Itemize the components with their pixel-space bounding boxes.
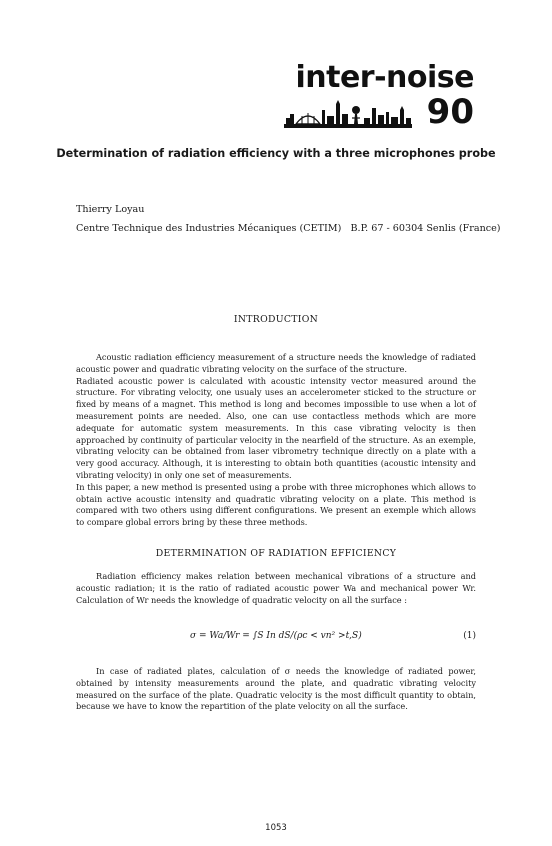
equation-formula: σ = Wa/Wr = ∫S In dS/(ρc < vn² >t,S) (190, 631, 362, 641)
introduction-body (76, 352, 476, 529)
inter-noise-90-logo (284, 62, 474, 132)
equation-1 (76, 631, 476, 645)
logo-wordmark: inter-noise (295, 60, 474, 95)
city-skyline-graphic (284, 98, 412, 128)
page-number: 1053 (265, 823, 287, 833)
paragraph: Radiated acoustic power is calculated with acoustic intensity vector measured around the structure. For vibrating velocity, one usualy uses an accelerometer sticked to the structure or fixed by means of a magnet. This method is long and becomes impossible to use when a lot of measurement points are needed. Also, one can use contactless methods which are more adequate for automatic system measurements. In this case vibrating velocity is then approached by continuity of particular velocity in the nearfield of the structure. As an exemple, vibrating velocity can be obtained from laser vibrometry technique directly on a plate with a very good accuracy. Although, it is interesting to obtain both quantities (acoustic intensity and vibrating velocity) in only one set of measurements. (76, 375, 476, 480)
paragraph: In this paper, a new method is presented using a probe with three microphones which allows to obtain active acoustic intensity and quadratic vibrating velocity on a plate. This method is compared with two others using different configurations. We present an exemple which allows to compare global errors bring by these three methods. (76, 481, 476, 528)
paragraph: In case of radiated plates, calculation of σ needs the knowledge of radiated power, obtained by intensity measurements around the plate, and quadratic vibrating velocity measured on the surface of the plate. Quadratic velocity is the most difficult quantity to obtain, because we have to know the repartition of the plate velocity on all the surface. (76, 666, 476, 712)
paragraph: Acoustic radiation efficiency measurement of a structure needs the knowledge of radiated acoustic power and quadratic vibrating velocity on the surface of the structure. (76, 352, 476, 374)
logo-year: 90 (426, 92, 474, 132)
radiation-efficiency-paragraph (76, 571, 476, 606)
section-heading-introduction: INTRODUCTION (233, 314, 319, 325)
paper-title: Determination of radiation efficiency with a three microphones probe (56, 147, 496, 160)
author-name: Thierry Loyau (76, 204, 145, 215)
author-affiliation: Centre Technique des Industries Mécaniques (CETIM) B.P. 67 - 60304 Senlis (France) (76, 223, 501, 234)
radiated-plates-paragraph (76, 666, 476, 713)
equation-number: (1) (463, 631, 476, 641)
paragraph: Radiation efficiency makes relation between mechanical vibrations of a structure and acoustic radiation; it is the ratio of radiated acoustic power Wa and mechanical power Wr. Calculation of Wr needs the knowledge of quadratic velocity on all the surface : (76, 571, 476, 605)
section-heading-radiation-efficiency: DETERMINATION OF RADIATION EFFICIENCY (155, 548, 397, 559)
